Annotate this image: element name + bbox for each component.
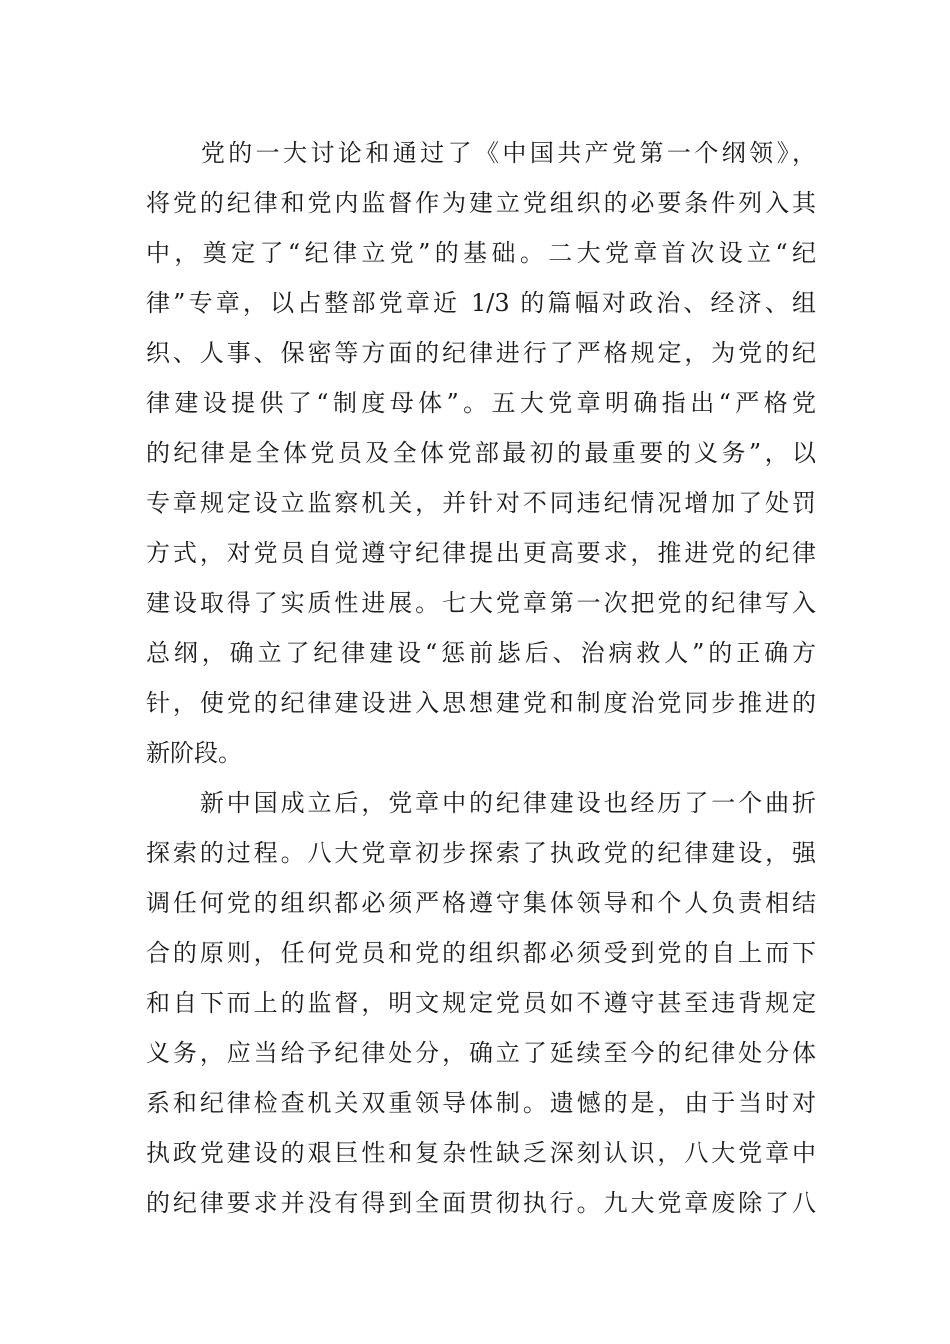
text-line: 中，奠定了“纪律立党”的基础。二大党章首次设立“纪 — [146, 239, 816, 267]
text-line: 的纪律是全体党员及全体党部最初的最重要的义务”，以 — [146, 439, 816, 467]
text-line: 探索的过程。八大党章初步探索了执政党的纪律建设，强 — [146, 839, 816, 867]
text-line: 建设取得了实质性进展。七大党章第一次把党的纪律写入 — [146, 589, 816, 617]
text-line: 律建设提供了“制度母体”。五大党章明确指出“严格党 — [146, 389, 816, 417]
text-line: 合的原则，任何党员和党的组织都必须受到党的自上而下 — [146, 939, 816, 967]
text-line: 调任何党的组织都必须严格遵守集体领导和个人负责相结 — [146, 889, 816, 917]
paragraph — [146, 778, 816, 1228]
text-line: 执政党建设的艰巨性和复杂性缺乏深刻认识，八大党章中 — [146, 1139, 816, 1167]
text-line: 的纪律要求并没有得到全面贯彻执行。九大党章废除了八 — [146, 1189, 816, 1217]
text-line: 系和纪律检查机关双重领导体制。遗憾的是，由于当时对 — [146, 1089, 816, 1117]
document-body — [146, 128, 816, 1228]
text-line: 和自下而上的监督，明文规定党员如不遵守甚至违背规定 — [146, 989, 816, 1017]
text-line: 义务，应当给予纪律处分，确立了延续至今的纪律处分体 — [146, 1039, 816, 1067]
text-line: 方式，对党员自觉遵守纪律提出更高要求，推进党的纪律 — [146, 539, 816, 567]
text-line: 将党的纪律和党内监督作为建立党组织的必要条件列入其 — [146, 189, 816, 217]
text-line: 织、人事、保密等方面的纪律进行了严格规定，为党的纪 — [146, 339, 816, 367]
text-line: 新阶段。 — [146, 739, 242, 767]
paragraph — [146, 128, 816, 778]
text-line: 党的一大讨论和通过了《中国共产党第一个纲领》， — [146, 139, 816, 167]
text-line: 总纲，确立了纪律建设“惩前毖后、治病救人”的正确方 — [146, 639, 816, 667]
text-line: 针，使党的纪律建设进入思想建党和制度治党同步推进的 — [146, 689, 816, 717]
text-line: 律”专章，以占整部党章近 1/3 的篇幅对政治、经济、组 — [146, 289, 816, 317]
text-line: 专章规定设立监察机关，并针对不同违纪情况增加了处罚 — [146, 489, 816, 517]
text-line: 新中国成立后，党章中的纪律建设也经历了一个曲折 — [146, 789, 816, 817]
